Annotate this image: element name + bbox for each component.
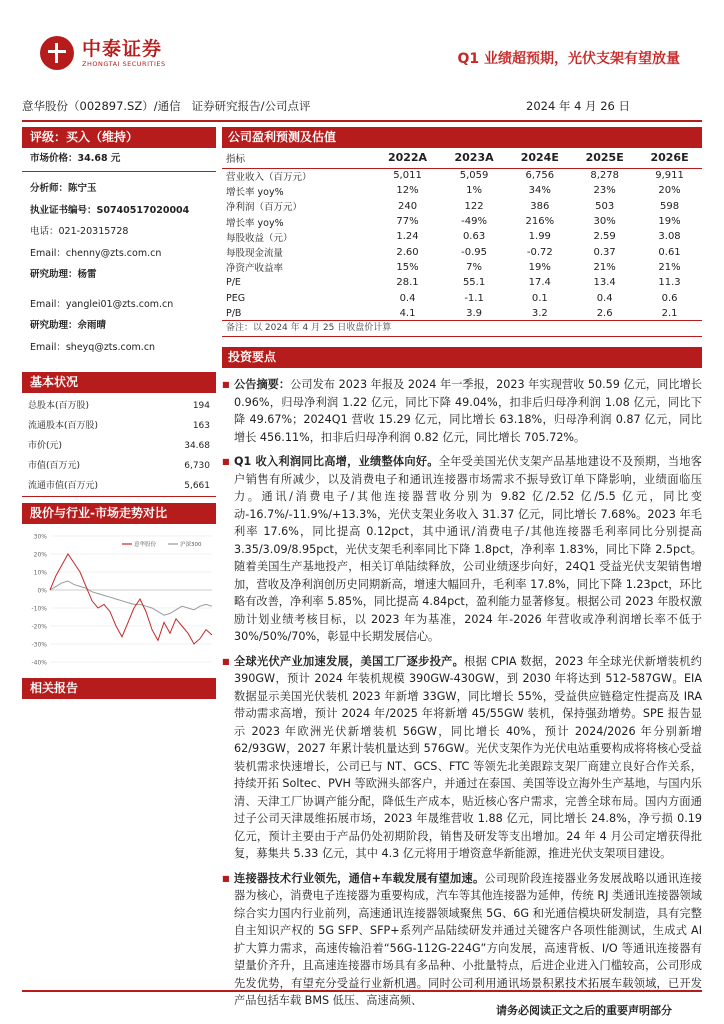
page-footer xyxy=(22,990,702,1018)
forecast-cell: 4.1 xyxy=(374,306,441,321)
point-connector: ■ 连接器技术行业领先，通信+车载发展有望加速。公司现阶段连接器业务发展战略以通讯连接器为核心，消费电子连接器为重要构成，汽车等其他连接器为延伸，传统 RJ 类通讯连接器领域综合实力国内行业前列，高速通讯连接器领域聚焦 5G、6G 和光通信模块研发制造，具有完整自主知识产权的 5G SFP、SFP+系列产品陆续研发并通过关键客户各项性能测试，生成式 AI 扩大算力需求，高速传输沿着“56G-112G-224G”方向发展，高速背板、I/O 等通讯连接器有望量价齐升，且高速连接器市场具有多品种、小批量特点，后进企业进入门槛较高，公司形成先发优势，有望充分受益行业新机遇。同时公司利用通讯场景积累技术拓展车载领域，已开发产品包括车载 BMS 低压、高速高频、 xyxy=(222,870,702,1010)
forecast-row-label: 每股现金流量 xyxy=(226,248,284,260)
forecast-row xyxy=(222,290,702,305)
basic-info-table xyxy=(22,396,216,497)
forecast-cell: -49% xyxy=(461,216,487,228)
forecast-cell: 0.63 xyxy=(462,231,486,243)
forecast-row xyxy=(222,306,702,321)
forecast-cell: 0.37 xyxy=(593,246,616,258)
forecast-cell: 34% xyxy=(528,185,551,197)
forecast-cell: 2.6 xyxy=(572,306,637,321)
stock-label: 意华股份（002897.SZ）/通信 证券研究报告/公司点评 xyxy=(22,99,311,113)
basic-row: 市价(元) 34.68 xyxy=(28,441,210,451)
chart-y-tick-label: -20% xyxy=(31,623,47,631)
market-price: 市场价格：34.68 元 xyxy=(22,151,216,172)
forecast-cell: 503 xyxy=(595,200,615,212)
forecast-cell: 13.4 xyxy=(593,277,616,289)
forecast-cell: 17.4 xyxy=(528,277,551,289)
basic-row: 流通市值(百万元) 5,661 xyxy=(28,481,210,491)
forecast-row xyxy=(222,199,702,214)
forecast-row-label: 净资产收益率 xyxy=(226,263,284,275)
forecast-cell: 11.3 xyxy=(658,277,681,289)
forecast-table xyxy=(222,148,702,321)
forecast-cell: 5,059 xyxy=(459,170,489,182)
chart-legend-label: 沪深300 xyxy=(180,542,202,548)
forecast-cell: 598 xyxy=(659,200,680,212)
point-q1-growth: ■ Q1 收入利润同比高增，业绩整体向好。全年受美国光伏支架产品基地建设不及预期，当地客户销售有所减少，以及消费电子和通讯连接器市场需求不振导致订单下降影响，业绩面临压力。通讯/消费电子/其他连接器营收分别为 9.82 亿/2.52 亿/5.5 亿元，同比变动-16.7%/-11.9%/+13.3%，光伏支架业务收入 31.37 亿元，同比增长 7.68%。2023 年毛利率 17.6%，同比提高 0.12pct，其中通讯/消费电子/其他连接器毛利率同比分别提高 3.35/3.09/8.95pct，光伏支架毛利率同比下降 1.8pct，净利率 1.83%，同比下降 2.5pct。随着美国生产基地投产，相关订单陆续释放，公司业绩逐步向好，24Q1 受益光伏支架销售增加，营收及净利润创历史同期新高，增速大幅回升，毛利率 17.8%，同比下降 1.23pct，环比略有改善，净利率 5.85%，同比提高 4.84pct，盈利能力显著修复。根据公司 2023 年股权激励计划业绩考核目标，以 2023 年为基准，2024 年-2026 年营收或净利润增长率不低于 30%/50%/70%，彰显中长期发展信心。 xyxy=(222,453,702,646)
main-content xyxy=(222,127,702,1017)
forecast-cell: 21% xyxy=(593,261,616,273)
forecast-row-label: 每股收益（元） xyxy=(226,232,293,244)
forecast-cell: 20% xyxy=(658,185,681,197)
chart-y-tick-label: -40% xyxy=(31,659,47,667)
chart-title: 股价与行业-市场走势对比 xyxy=(22,503,216,524)
report-date: 2024 年 4 月 26 日 xyxy=(526,99,630,113)
report-headline: Q1 业绩超预期，光伏支架有望放量 xyxy=(457,51,680,67)
forecast-cell: 0.4 xyxy=(399,292,416,304)
forecast-row-label: 增长率 yoy% xyxy=(226,186,284,198)
forecast-row-label: P/E xyxy=(226,277,241,289)
forecast-cell: 8,278 xyxy=(590,170,619,182)
forecast-cell: 5,011 xyxy=(393,170,422,182)
assistant-2-email: Email：sheyq@zts.com.cn xyxy=(30,341,156,353)
chart-y-tick-label: -10% xyxy=(31,605,47,613)
forecast-header: 2023A xyxy=(441,148,508,168)
forecast-cell: -0.95 xyxy=(461,246,488,258)
rating-bar: 评级：买入（维持） xyxy=(22,127,216,148)
chart-y-tick-label: 10% xyxy=(33,569,47,577)
assistant-1-email: Email：yanglei01@zts.com.cn xyxy=(30,298,174,310)
forecast-header: 2024E xyxy=(507,148,572,168)
assistant-2-name: 研究助理：佘雨晴 xyxy=(30,320,107,331)
forecast-cell: 1% xyxy=(466,185,483,197)
brand-logo xyxy=(40,36,166,70)
chart-y-tick-label: -30% xyxy=(31,641,47,649)
forecast-cell: 30% xyxy=(593,216,616,228)
forecast-cell: 3.08 xyxy=(658,231,681,243)
forecast-cell: 240 xyxy=(397,200,418,212)
forecast-cell: 1.24 xyxy=(396,231,419,243)
chart-y-tick-label: 0% xyxy=(37,587,47,595)
chart-y-tick-label: 20% xyxy=(33,551,47,559)
forecast-header: 指标 xyxy=(222,148,374,168)
forecast-header: 2022A xyxy=(374,148,441,168)
forecast-row xyxy=(222,229,702,244)
analyst-email: Email：chenny@zts.com.cn xyxy=(30,247,162,259)
brand-logo-icon xyxy=(40,36,74,70)
forecast-cell: 28.1 xyxy=(396,277,419,289)
stock-trend-chart-svg xyxy=(22,528,216,670)
forecast-header: 2025E xyxy=(572,148,637,168)
forecast-row-label: 营业收入（百万元） xyxy=(226,171,312,183)
forecast-cell: 2.60 xyxy=(396,246,419,258)
forecast-cell: 0.6 xyxy=(661,292,678,304)
chart-series-line xyxy=(50,554,212,644)
forecast-cell: 386 xyxy=(530,200,550,212)
forecast-note: 备注：以 2024 年 4 月 25 日收盘价计算 xyxy=(222,321,702,337)
footer-divider xyxy=(22,990,702,992)
forecast-cell: 19% xyxy=(658,216,681,228)
brand-name-cn: 中泰证券 xyxy=(82,38,163,60)
forecast-row xyxy=(222,214,702,229)
forecast-header: 2026E xyxy=(637,148,702,168)
forecast-cell: 6,756 xyxy=(525,170,555,182)
forecast-cell: 2.59 xyxy=(593,231,616,243)
chart-series-line xyxy=(50,581,212,615)
footer-disclaimer: 请务必阅读正文之后的重要声明部分 xyxy=(496,1004,672,1017)
chart-y-tick-label: 30% xyxy=(33,533,47,541)
forecast-row xyxy=(222,275,702,290)
forecast-row-label: PEG xyxy=(226,292,246,304)
forecast-cell: 9,911 xyxy=(655,170,684,182)
basic-row: 总股本(百万股) 194 xyxy=(28,401,210,411)
forecast-cell: 3.9 xyxy=(441,306,508,321)
stock-trend-chart xyxy=(22,528,216,670)
forecast-row-label: 净利润（百万元） xyxy=(226,202,303,214)
forecast-cell: 2.1 xyxy=(637,306,702,321)
forecast-cell: 15% xyxy=(396,261,419,273)
forecast-cell: 0.61 xyxy=(658,246,681,258)
forecast-cell: 122 xyxy=(464,200,484,212)
point-pv-industry: ■ 全球光伏产业加速发展，美国工厂逐步投产。根据 CPIA 数据，2023 年全球光伏新增装机约 390GW，预计 2024 年装机规模 390GW-430GW，到 2030 年将达到 512-587GW。EIA 数据显示美国光伏装机 2023 年新增 33GW，同比增长 55%，受益供应链稳定性提高及 IRA 带动需求高增，预计 2024 年/2025 年将新增 45/55GW 装机，保持强劲增势。SPE 报告显示 2023 年欧洲光伏新增装机 56GW，同比增长 40%，预计 2024/2026 年分别新增 62/93GW，2027 年累计装机量达到 576GW。光伏支架作为光伏电站重要构成将将核心受益装机需求快速增长，公司已与 NT、GCS、FTC 等领先北美跟踪支架厂商建立良好合作关系，持续开拓 Soltec、PVH 等欧洲头部客户，并通过在泰国、美国等设立海外生产基地，与国内乐清、天津工厂协调产能分配，降低生产成本，贴近核心客户需求，完善全球布局。国内方面通过子公司天津晟维拓展市场，2023 年晟维营收 1.88 亿元，同比增长 24.8%，净亏损 0.19 亿元，预计主要由于产品仍处初期阶段，销售及研发等支出增加。24 年 4 月公司定增获得批复，募集共 5.33 亿元，其中 4.3 亿元将用于增资意华新能源，推进光伏支架项目建设。 xyxy=(222,653,702,863)
forecast-row xyxy=(222,244,702,259)
forecast-row xyxy=(222,168,702,183)
forecast-cell: 12% xyxy=(396,185,419,197)
forecast-cell: 55.1 xyxy=(462,277,486,289)
forecast-cell: 0.4 xyxy=(596,292,613,304)
forecast-cell: 0.1 xyxy=(531,292,548,304)
analyst-name: 分析师：陈宁玉 xyxy=(30,183,97,194)
forecast-cell: 216% xyxy=(525,216,555,228)
header-divider xyxy=(22,120,702,122)
point-summary: ■ 公告摘要：公司发布 2023 年报及 2024 年一季报，2023 年实现营收 50.59 亿元，同比增长 0.96%，归母净利润 1.22 亿元，同比下降 49.04%，扣非后归母净利润 1.08 亿元，同比下降 49.67%；2024Q1 营收 15.29 亿元，同比增长 63.18%，归母净利润 0.87 亿元，同比增长 456.11%，扣非后归母净利润 0.82 亿元，同比增长 705.72%。 xyxy=(222,376,702,446)
forecast-cell: 1.99 xyxy=(528,231,551,243)
forecast-header-row xyxy=(222,148,702,168)
left-sidebar xyxy=(22,127,216,702)
analyst-license: 执业证书编号：S0740517020004 xyxy=(30,204,190,216)
forecast-cell: 21% xyxy=(658,261,681,273)
basic-info-title: 基本状况 xyxy=(22,372,216,393)
forecast-title: 公司盈利预测及估值 xyxy=(222,127,702,148)
forecast-row-label: P/B xyxy=(222,306,374,321)
forecast-cell: -1.1 xyxy=(464,292,484,304)
basic-row: 市值(百万元) 6,730 xyxy=(28,461,210,471)
forecast-cell: 7% xyxy=(466,261,483,273)
assistant-1-name: 研究助理：杨雷 xyxy=(30,269,97,280)
forecast-row xyxy=(222,183,702,198)
basic-row: 流通股本(百万股) 163 xyxy=(28,421,210,431)
brand-name-en: ZHONGTAI SECURITIES xyxy=(82,60,166,68)
related-reports-title: 相关报告 xyxy=(22,678,216,699)
forecast-cell: 23% xyxy=(593,185,616,197)
forecast-row-label: 增长率 yoy% xyxy=(226,217,284,229)
forecast-cell: 77% xyxy=(396,216,419,228)
analyst-phone: 电话：021-20315728 xyxy=(30,226,129,237)
forecast-cell: -0.72 xyxy=(526,246,553,258)
forecast-row xyxy=(222,260,702,275)
chart-legend-label: 意华股份 xyxy=(134,542,157,548)
investment-points-title: 投资要点 xyxy=(222,347,702,368)
forecast-cell: 19% xyxy=(528,261,551,273)
forecast-cell: 3.2 xyxy=(507,306,572,321)
